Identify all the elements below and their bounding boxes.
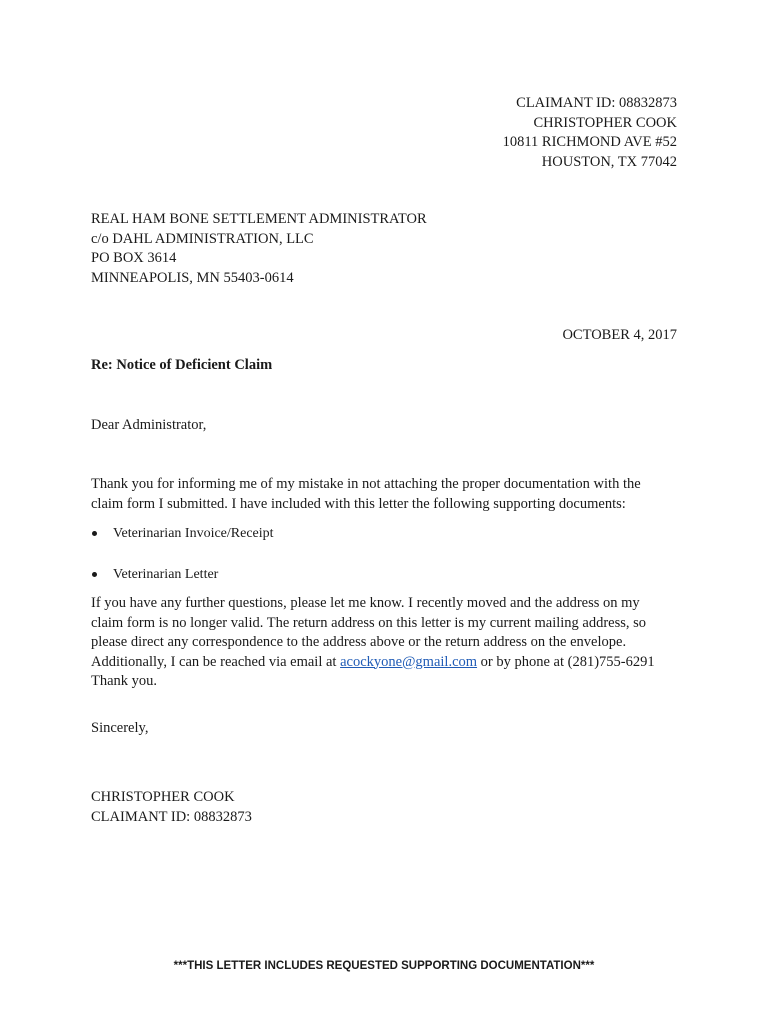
signature-block	[91, 788, 252, 827]
body-line-2: claim form is no longer valid. The return address on this letter is my current mailing address, so	[91, 614, 647, 631]
recipient-line-3: PO BOX 3614	[91, 250, 177, 266]
email-link[interactable]: acockyone@gmail.com	[340, 653, 478, 670]
letter-date: OCTOBER 4, 2017	[562, 327, 677, 343]
supporting-documents-list	[91, 524, 274, 584]
sender-name: CHRISTOPHER COOK	[533, 114, 677, 131]
sender-address-block	[503, 94, 677, 172]
body-line-4	[91, 653, 655, 673]
list-item: Veterinarian Letter	[91, 565, 274, 585]
signature-name: CHRISTOPHER COOK	[91, 789, 235, 805]
email-lead-text: Additionally, I can be reached via email at	[91, 653, 341, 670]
list-item: Veterinarian Invoice/Receipt	[91, 524, 274, 544]
footer-note: ***THIS LETTER INCLUDES REQUESTED SUPPORTING DOCUMENTATION***	[173, 960, 595, 972]
sender-street: 10811 RICHMOND AVE #52	[502, 134, 677, 150]
body-line-1: If you have any further questions, please let me know. I recently moved and the address on my	[91, 595, 640, 611]
subject-line: Re: Notice of Deficient Claim	[91, 357, 273, 373]
closing: Sincerely,	[91, 720, 149, 736]
body-line-3: please direct any correspondence to the address above or the return address on the envelope.	[91, 634, 627, 650]
intro-paragraph	[91, 475, 641, 514]
recipient-line-4: MINNEAPOLIS, MN 55403-0614	[91, 269, 294, 286]
body-paragraph	[91, 594, 655, 692]
phone-text: or by phone at (281)755-6291	[477, 653, 655, 670]
body-line-5: Thank you.	[91, 673, 158, 689]
signature-claimant-id: CLAIMANT ID: 08832873	[91, 808, 252, 825]
intro-line-1: Thank you for informing me of my mistake in not attaching the proper documentation with the	[91, 476, 641, 492]
sender-city: HOUSTON, TX 77042	[541, 153, 677, 170]
sender-claimant-id: CLAIMANT ID: 08832873	[516, 95, 677, 111]
recipient-line-2: c/o DAHL ADMINISTRATION, LLC	[91, 230, 314, 247]
recipient-line-1: REAL HAM BONE SETTLEMENT ADMINISTRATOR	[91, 211, 427, 227]
recipient-address-block	[91, 210, 427, 288]
intro-line-2: claim form I submitted. I have included with this letter the following supporting documents:	[91, 495, 626, 512]
salutation: Dear Administrator,	[91, 417, 207, 433]
